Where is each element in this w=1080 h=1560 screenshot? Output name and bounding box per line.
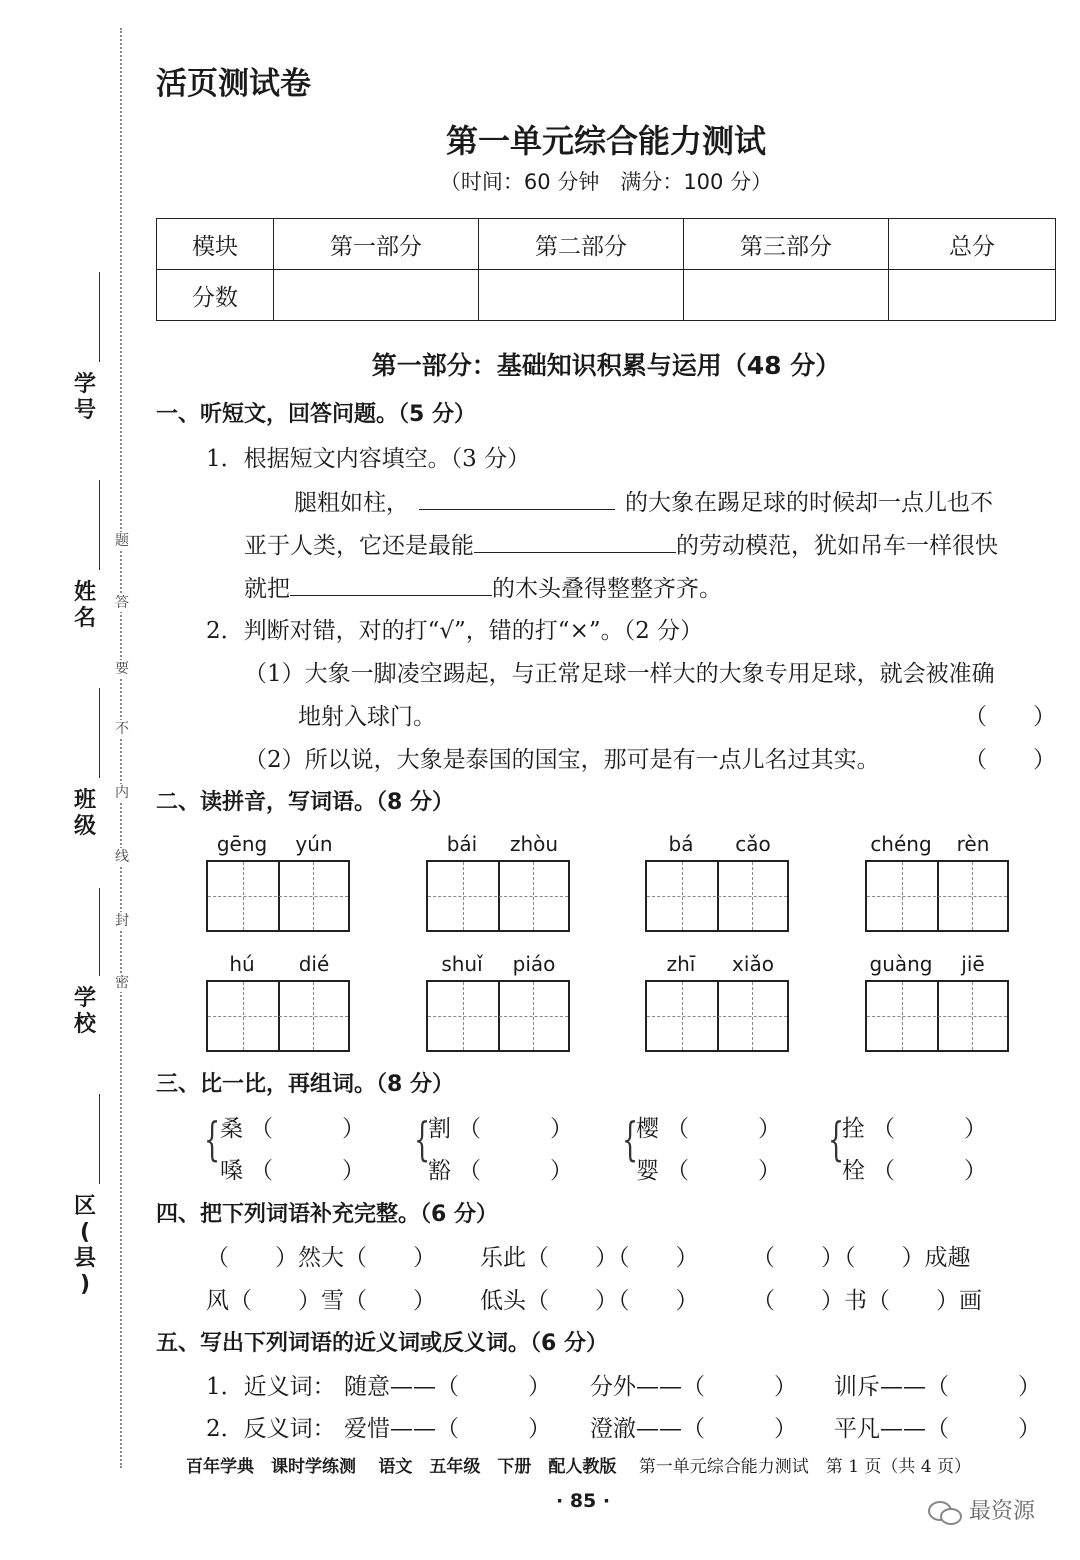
page-title: 第一单元综合能力测试 — [445, 122, 766, 160]
score-table — [156, 218, 1056, 321]
score-cell[interactable] — [889, 270, 1056, 321]
seal-char: 封 — [112, 912, 132, 930]
brace-symbol: { — [414, 1112, 431, 1166]
pinyin: piáo — [512, 952, 556, 976]
score-table-header: 第三部分 — [684, 219, 889, 270]
pinyin: zhòu — [509, 832, 559, 856]
school-line — [99, 888, 100, 976]
idiom-blank[interactable]: 乐此（ ）（ ） — [480, 1245, 699, 1271]
antonym-item[interactable]: 平凡——（ ） — [834, 1416, 1041, 1442]
pinyin: chéng — [870, 832, 932, 856]
score-table-header: 总分 — [889, 219, 1056, 270]
writing-grid[interactable] — [645, 980, 789, 1052]
q1-title: 一、听短文，回答问题。（5 分） — [156, 402, 476, 427]
q1-para-line3: 就把 的木头叠得整整齐齐。 — [244, 573, 722, 604]
pinyin: rèn — [956, 832, 990, 856]
brace-symbol: { — [622, 1112, 639, 1166]
score-row-label: 分数 — [157, 270, 274, 321]
footer-meta: 语文 五年级 下册 配人教版 — [378, 1457, 617, 1477]
pinyin: shuǐ — [441, 952, 483, 976]
compare-char: 婴 — [636, 1158, 659, 1184]
synonym-item[interactable]: 训斥——（ ） — [834, 1374, 1041, 1400]
binding-dotted-line — [120, 28, 122, 1468]
antonym-item[interactable]: 澄澈——（ ） — [590, 1416, 797, 1442]
q1-sub1-title: 1．根据短文内容填空。（3 分） — [206, 446, 531, 472]
name-line — [99, 480, 100, 570]
idiom-blank[interactable]: （ ）书（ ）画 — [752, 1288, 982, 1314]
student-id-label: 学 号 — [73, 372, 96, 423]
time-score-note: （时间：60 分钟 满分：100 分） — [439, 170, 773, 194]
synonym-item[interactable]: 分外——（ ） — [590, 1374, 797, 1400]
seal-char: 内 — [112, 784, 132, 802]
pinyin: bái — [446, 832, 478, 856]
name-label: 姓 名 — [73, 580, 96, 631]
synonym-item[interactable]: 随意——（ ） — [344, 1374, 551, 1400]
pinyin: dié — [298, 952, 330, 976]
q4-title: 四、把下列词语补充完整。（6 分） — [156, 1202, 498, 1227]
writing-grid[interactable] — [426, 980, 570, 1052]
district-label: 区 ( 县 ) — [73, 1194, 96, 1297]
q5-title: 五、写出下列词语的近义词或反义词。（6 分） — [156, 1331, 608, 1356]
fill-blank[interactable] — [290, 573, 492, 596]
q1-para-line1: 腿粗如柱， 的大象在踢足球的时候却一点儿也不 — [294, 487, 993, 518]
antonym-label: 2．反义词： — [206, 1416, 336, 1442]
writing-grid[interactable] — [206, 980, 350, 1052]
score-cell[interactable] — [684, 270, 889, 321]
idiom-blank[interactable]: （ ）然大（ ） — [206, 1245, 436, 1271]
compare-char: 割 — [428, 1116, 451, 1142]
pinyin: yún — [295, 832, 333, 856]
idiom-blank[interactable]: 风（ ）雪（ ） — [206, 1288, 436, 1314]
q1-item2: （2）所以说，大象是泰国的国宝，那可是有一点儿名过其实。 — [244, 747, 880, 773]
idiom-blank[interactable]: （ ）（ ）成趣 — [752, 1245, 971, 1271]
answer-paren[interactable]: （ ） — [872, 1116, 987, 1142]
class-line — [99, 688, 100, 778]
score-table-header: 第二部分 — [479, 219, 684, 270]
seal-char: 答 — [112, 594, 132, 612]
compare-char: 栓 — [842, 1158, 865, 1184]
answer-paren[interactable]: （ ） — [250, 1158, 365, 1184]
seal-char: 线 — [112, 848, 132, 866]
answer-paren[interactable]: （ ） — [872, 1158, 987, 1184]
seal-char: 密 — [112, 974, 132, 992]
wechat-icon — [928, 1501, 962, 1523]
compare-char: 豁 — [428, 1158, 451, 1184]
q1-item1-line1: （1）大象一脚凌空踢起，与正常足球一样大的大象专用足球，就会被准确 — [244, 661, 995, 687]
worksheet-tag: 活页测试卷 — [156, 66, 311, 102]
antonym-item[interactable]: 爱惜——（ ） — [344, 1416, 551, 1442]
synonym-label: 1．近义词： — [206, 1374, 336, 1400]
compare-char: 樱 — [636, 1116, 659, 1142]
footer-test: 第一单元综合能力测试 第 1 页（共 4 页） — [638, 1457, 972, 1477]
pinyin: gēng — [216, 832, 268, 856]
answer-paren[interactable]: （ ） — [250, 1116, 365, 1142]
q3-title: 三、比一比，再组词。（8 分） — [156, 1072, 454, 1097]
pinyin: zhī — [666, 952, 696, 976]
answer-paren[interactable]: （ ） — [458, 1158, 573, 1184]
school-label: 学 校 — [73, 986, 96, 1037]
q1-para-line2: 亚于人类，它还是最能 的劳动模范，犹如吊车一样很快 — [244, 530, 998, 561]
compare-char: 嗓 — [220, 1158, 243, 1184]
writing-grid[interactable] — [865, 980, 1009, 1052]
brace-symbol: { — [828, 1112, 845, 1166]
score-table-header: 模块 — [157, 219, 274, 270]
score-table-header: 第一部分 — [274, 219, 479, 270]
idiom-blank[interactable]: 低头（ ）（ ） — [480, 1288, 699, 1314]
q1-item1-line2: 地射入球门。 — [298, 704, 436, 730]
answer-paren[interactable]: （ ） — [964, 704, 1056, 730]
writing-grid[interactable] — [206, 860, 350, 932]
part1-title: 第一部分：基础知识积累与运用（48 分） — [371, 351, 841, 380]
answer-paren[interactable]: （ ） — [666, 1158, 781, 1184]
writing-grid[interactable] — [426, 860, 570, 932]
page-number: · 85 · — [556, 1490, 611, 1512]
answer-paren[interactable]: （ ） — [666, 1116, 781, 1142]
seal-char: 题 — [112, 532, 132, 550]
student-id-line — [99, 272, 100, 362]
pinyin: hú — [229, 952, 255, 976]
fill-blank[interactable] — [419, 487, 615, 510]
district-line — [99, 1094, 100, 1184]
footer-bar — [186, 1452, 971, 1477]
brace-symbol: { — [204, 1112, 221, 1166]
writing-grid[interactable] — [645, 860, 789, 932]
seal-char: 不 — [112, 720, 132, 738]
answer-paren[interactable]: （ ） — [458, 1116, 573, 1142]
pinyin: jiē — [961, 952, 985, 976]
writing-grid[interactable] — [865, 860, 1009, 932]
pinyin: guàng — [869, 952, 933, 976]
compare-char: 拴 — [842, 1116, 865, 1142]
q2-title: 二、读拼音，写词语。（8 分） — [156, 790, 454, 815]
answer-paren[interactable]: （ ） — [964, 747, 1056, 773]
pinyin: cǎo — [735, 832, 771, 856]
compare-char: 桑 — [220, 1116, 243, 1142]
score-cell[interactable] — [274, 270, 479, 321]
q1-sub2-title: 2．判断对错，对的打“√”，错的打“×”。（2 分） — [206, 618, 704, 644]
footer-brand: 百年学典 课时学练测 — [186, 1457, 356, 1477]
class-label: 班 级 — [73, 788, 96, 839]
score-cell[interactable] — [479, 270, 684, 321]
pinyin: bá — [668, 832, 694, 856]
seal-char: 要 — [112, 660, 132, 678]
watermark: 最资源 — [928, 1494, 1035, 1525]
fill-blank[interactable] — [474, 530, 676, 553]
pinyin: xiǎo — [732, 952, 774, 976]
